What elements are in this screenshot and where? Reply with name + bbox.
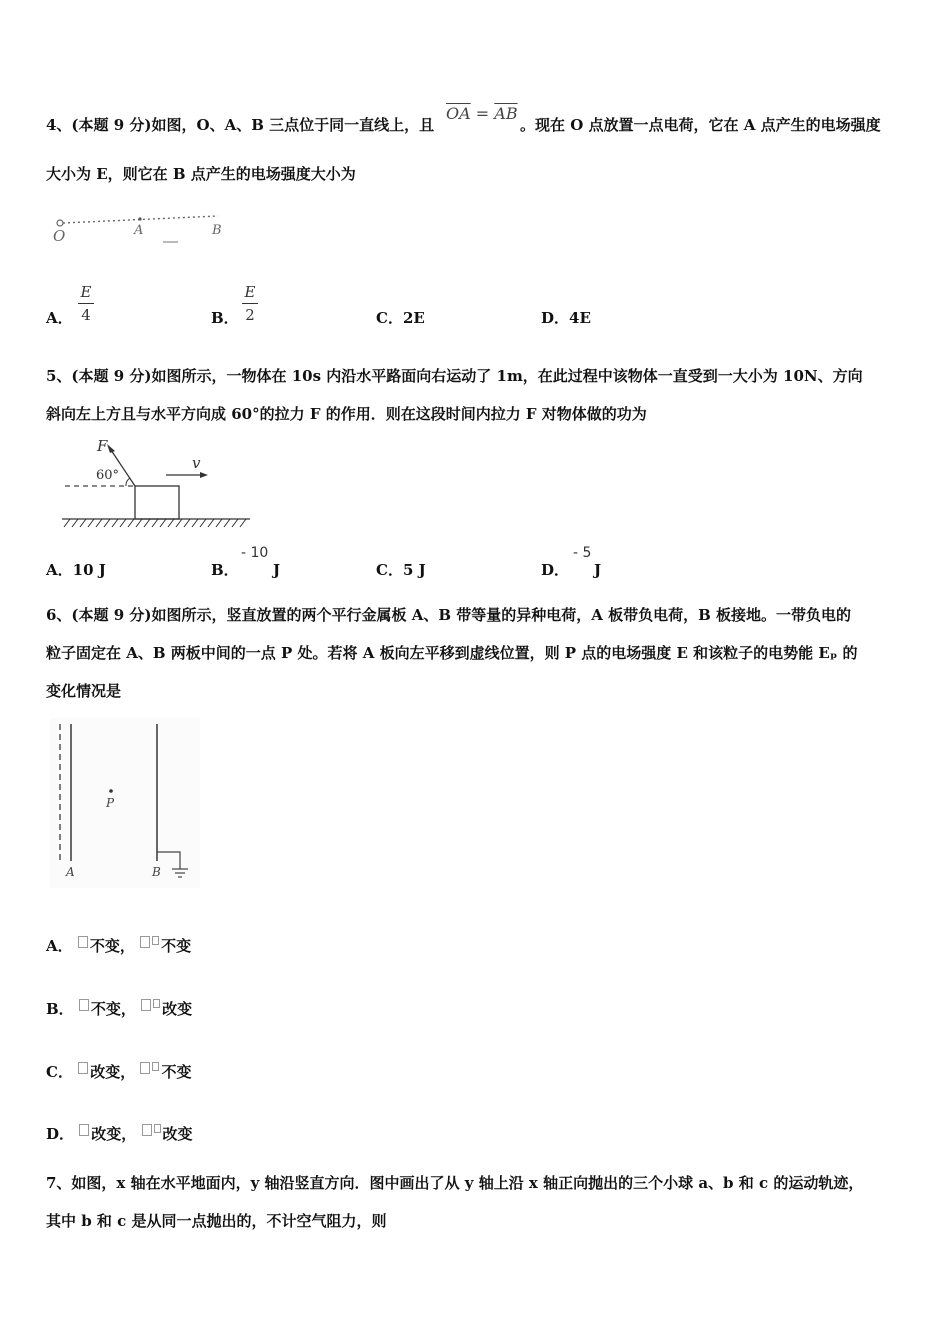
q6-option-b — [46, 999, 192, 1019]
q4-equation — [446, 104, 518, 123]
q5-option-c-label: C． — [376, 561, 403, 579]
placeholder-glyph-icon — [141, 999, 151, 1011]
q4-eq-right: $\overline{AB}$ — [494, 104, 518, 123]
q6-option-b-label: B． — [46, 1000, 74, 1018]
q4-line2: 大小为 E，则它在 B 点产生的电场强度大小为 — [46, 165, 356, 183]
q5-option-b-unit: J — [273, 561, 281, 579]
q6-option-c-text2: 不变 — [161, 1063, 192, 1081]
q6-option-a-text1: 不变， — [89, 937, 135, 955]
q4-label-o: O — [53, 227, 66, 245]
placeholder-glyph-icon — [140, 936, 150, 948]
q5-option-a — [46, 560, 106, 580]
q5-option-c — [376, 560, 426, 580]
q6-point-p — [109, 789, 113, 793]
q6-option-d-label: D． — [46, 1125, 75, 1143]
placeholder-glyph-icon — [152, 1062, 159, 1071]
q4-point-a — [138, 217, 141, 220]
q4-option-a-fraction — [78, 283, 94, 324]
q6-line2: 粒子固定在 A、B 两板中间的一点 P 处。若将 A 板向左平移到虚线位置，则 P 点的电场强度 E 和该粒子的电势能 Eₚ 的 — [46, 644, 858, 662]
q6-option-d-text2: 改变 — [162, 1125, 193, 1143]
q6-label-p: P — [106, 796, 115, 810]
q4-option-d-label: D． — [541, 309, 570, 327]
placeholder-glyph-icon — [154, 1124, 161, 1133]
placeholder-glyph-icon — [79, 999, 89, 1011]
q5-option-d-value: - 5 — [573, 545, 592, 561]
q4-label-b: B — [212, 223, 222, 238]
q5-line2: 斜向左上方且与水平方向成 60°的拉力 F 的作用．则在这段时间内拉力 F 对物体做的功为 — [46, 405, 647, 423]
q4-option-b-label: B． — [211, 309, 239, 327]
q6-figure — [50, 718, 200, 888]
q5-ground-hatch — [64, 519, 246, 527]
placeholder-glyph-icon — [140, 1062, 150, 1074]
q6-option-a-text2: 不变 — [161, 937, 192, 955]
q6-line3: 变化情况是 — [46, 682, 122, 700]
q5-option-b-label: B． — [211, 561, 239, 579]
q5-option-a-label: A． — [46, 561, 73, 579]
placeholder-glyph-icon — [152, 936, 159, 945]
placeholder-glyph-icon — [78, 936, 88, 948]
q6-option-d-text1: 改变， — [91, 1125, 137, 1143]
q4-option-c-label: C． — [376, 309, 403, 327]
q5-option-c-text: 5 J — [402, 561, 426, 579]
q4-line1 — [46, 115, 434, 135]
q6-label-a: A — [66, 865, 75, 879]
q7-line2: 其中 b 和 c 是从同一点抛出的，不计空气阻力，则 — [46, 1212, 387, 1230]
q5-figure — [60, 435, 255, 530]
q6-option-c-text1: 改变， — [90, 1063, 136, 1081]
q6-option-b-text2: 改变 — [162, 1000, 193, 1018]
q4-eq-sign: = — [475, 104, 490, 123]
q5-label-v: v — [192, 454, 201, 472]
q5-block — [135, 486, 179, 519]
q4-option-a-num: E — [80, 283, 92, 301]
q5-option-a-text: 10 J — [72, 561, 106, 579]
q4-option-b-num: E — [244, 283, 256, 301]
q5-option-d-unit: J — [594, 561, 602, 579]
q4-option-c-text: 2E — [402, 309, 425, 327]
q5-angle-arc — [126, 478, 130, 486]
q4-option-d-text: 4E — [569, 309, 591, 327]
q6-line1: 6、(本题 9 分)如图所示，竖直放置的两个平行金属板 A、B 带等量的异种电荷，A 板带负电荷，B 板接地。一带负电的 — [46, 606, 852, 624]
q4-option-a-den: 4 — [81, 306, 91, 324]
q4-line1-pre: 4、(本题 9 分)如图，O、A、B 三点位于同一直线上，且 — [46, 116, 435, 134]
q6-option-a — [46, 936, 191, 956]
q4-option-a-label: A． — [46, 309, 73, 327]
placeholder-glyph-icon — [142, 1124, 152, 1136]
q4-figure — [48, 210, 238, 250]
q6-option-c-label: C． — [46, 1063, 73, 1081]
q6-option-a-label: A． — [46, 937, 73, 955]
q4-point-o — [57, 220, 63, 226]
q4-line1-post: 。现在 O 点放置一点电荷，它在 A 点产生的电场强度 — [520, 116, 881, 134]
q4-option-d — [541, 308, 591, 328]
q5-velocity-arrowhead — [200, 472, 208, 478]
placeholder-glyph-icon — [79, 1124, 89, 1136]
q6-option-b-text1: 不变， — [90, 1000, 136, 1018]
q5-label-angle: 60° — [96, 468, 120, 483]
placeholder-glyph-icon — [78, 1062, 88, 1074]
q5-force-arrowhead — [107, 444, 115, 453]
q6-option-d — [46, 1124, 193, 1144]
q7-line1: 7、如图，x 轴在水平地面内，y 轴沿竖直方向．图中画出了从 y 轴上沿 x 轴正向抛出的三个小球 a、b 和 c 的运动轨迹， — [46, 1174, 864, 1192]
q4-option-b-den: 2 — [245, 306, 255, 324]
q4-eq-left: $\overline{OA}$ — [446, 104, 471, 123]
q5-option-d-label: D． — [541, 561, 570, 579]
q4-option-b-fraction — [242, 283, 258, 324]
q5-line1: 5、(本题 9 分)如图所示，一物体在 10s 内沿水平路面向右运动了 1m，在此过程中该物体一直受到一大小为 10N、方向 — [46, 367, 863, 385]
q6-label-b: B — [152, 865, 161, 879]
placeholder-glyph-icon — [153, 999, 160, 1008]
q4-label-a: A — [134, 223, 144, 238]
q5-option-b-value: - 10 — [241, 545, 269, 561]
q6-option-c — [46, 1062, 191, 1082]
q4-option-c — [376, 308, 425, 328]
q5-label-f: F — [97, 437, 108, 455]
